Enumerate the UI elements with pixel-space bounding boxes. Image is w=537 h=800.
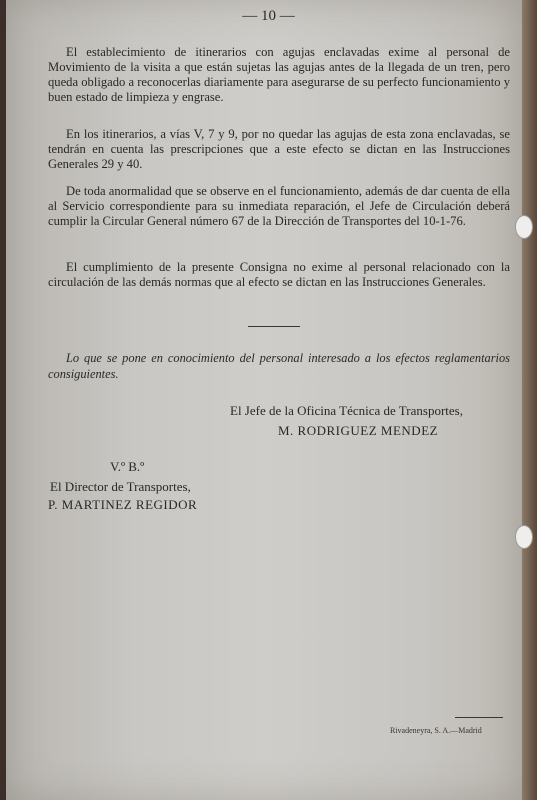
printer-imprint: Rivadeneyra, S. A.—Madrid — [390, 726, 482, 735]
paragraph-2: En los itinerarios, a vías V, 7 y 9, por no quedar las agujas de esta zona enclavadas, se tendrán en cuenta las prescripciones que a este efecto se dictan en las Instrucciones Generales 29 y 40. — [48, 127, 510, 171]
document-page — [6, 0, 522, 800]
punch-hole-top — [515, 215, 533, 239]
signature-left-name: P. MARTINEZ REGIDOR — [48, 497, 198, 512]
paragraph-4: El cumplimiento de la presente Consigna no exime al personal relacionado con la circulación de las demás normas que al efecto se dictan en las Instrucciones Generales. — [48, 260, 510, 289]
punch-hole-bottom — [515, 525, 533, 549]
paragraph-1: El establecimiento de itinerarios con agujas enclavadas exime al personal de Movimiento de la visita a que están sujetas las agujas antes de la llegada de un tren, pero queda obligado a reconocerlas diariamente para asegurarse de su perfecto funcionamiento y buen estado de limpieza y engrase. — [48, 45, 510, 104]
signature-right-name: M. RODRIGUEZ MENDEZ — [278, 423, 439, 438]
section-divider — [248, 326, 300, 327]
approval-mark: V.º B.º — [110, 459, 145, 474]
page-number: — 10 — — [242, 8, 295, 24]
signature-left-title: El Director de Transportes, — [50, 479, 191, 494]
closing-statement: Lo que se pone en conocimiento del personal interesado a los efectos reglamentarios consiguientes. — [48, 351, 510, 381]
signature-right-title: El Jefe de la Oficina Técnica de Transportes, — [230, 403, 463, 418]
binder-background — [522, 0, 537, 800]
paragraph-3: De toda anormalidad que se observe en el funcionamiento, además de dar cuenta de ella al Servicio correspondiente para su inmediata reparación, el Jefe de Circulación deberá cumplir la Circular General número 67 de la Dirección de Transportes del 10-1-76. — [48, 184, 510, 228]
imprint-rule — [455, 717, 503, 718]
